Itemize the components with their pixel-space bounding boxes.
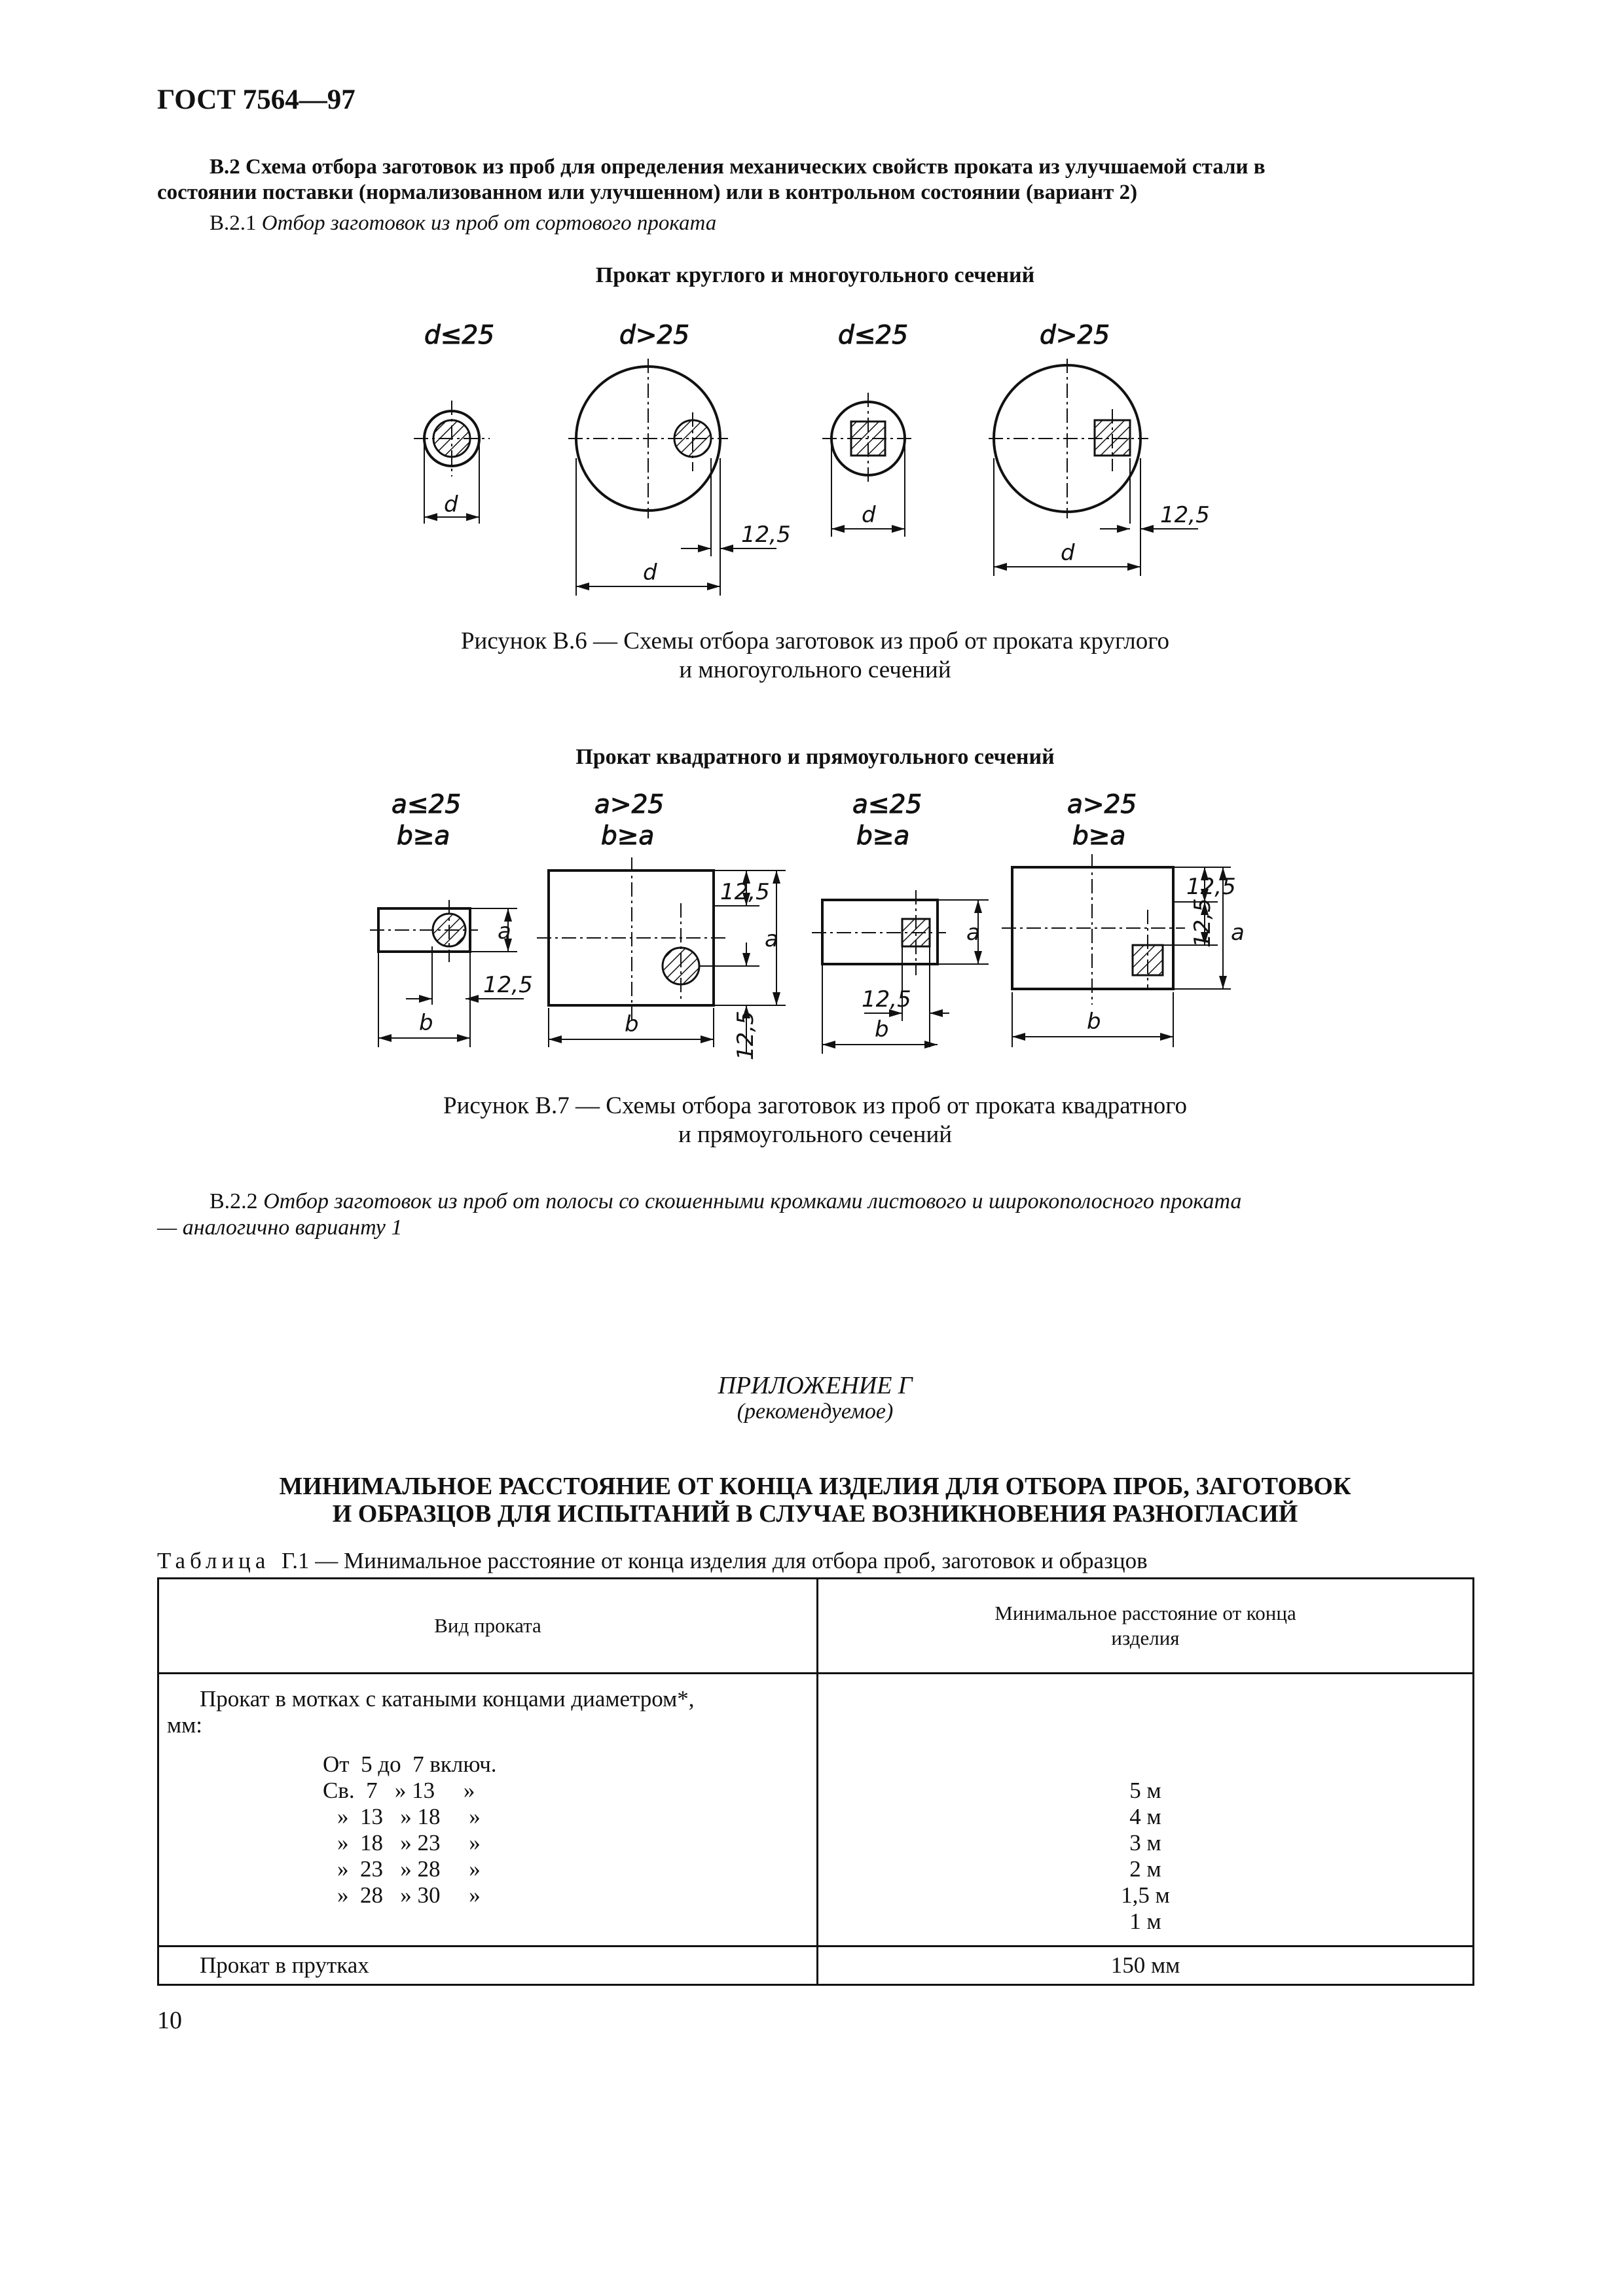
dim-a: a: [966, 920, 980, 946]
fig-b7-rect-big: [537, 790, 786, 1060]
table-cell: 150 мм: [818, 1946, 1474, 1985]
range-label: » 28 » 30 »: [337, 1882, 481, 1908]
label-d-le-25: d≤25: [424, 321, 495, 350]
fig-b7-square-small: [812, 790, 989, 1054]
distance-value: 2 м: [1129, 1856, 1161, 1882]
dim-12-5: 12,5: [1160, 502, 1210, 528]
subsection-title: Отбор заготовок из проб от сортового проката: [261, 211, 717, 235]
distance-value: 1 м: [1129, 1909, 1161, 1934]
appendix-heading-line2: И ОБРАЗЦОВ ДЛЯ ИСПЫТАНИЙ В СЛУЧАЕ ВОЗНИКНОВЕНИЯ РАЗНОГЛАСИЙ: [332, 1500, 1298, 1528]
label-a-le-25: a≤25: [392, 790, 462, 819]
dim-b: b: [1087, 1009, 1101, 1035]
label-d-gt-25: d>25: [619, 321, 690, 350]
label-b-ge-a: b≥a: [397, 821, 450, 851]
dim-12-5: 12,5: [720, 879, 770, 905]
caption-line1: Рисунок В.6 — Схемы отбора заготовок из проб от проката круглого: [460, 628, 1170, 655]
subsection-number: В.2.2: [210, 1189, 258, 1213]
distance-value: 3 м: [1129, 1830, 1161, 1856]
dim-12-5: 12,5: [1186, 874, 1236, 900]
section-b22: [157, 1189, 1473, 1241]
group-label-line1: Прокат в мотках с катаными концами диаметром*,: [200, 1686, 695, 1712]
label-a-gt-25: a>25: [1067, 790, 1137, 819]
dim-12-5: 12,5: [862, 986, 911, 1013]
range-label: От 5 до 7 включ.: [323, 1751, 497, 1777]
technical-drawings: [0, 0, 1623, 1113]
table-cell: [818, 1674, 1474, 1946]
appendix-title: ПРИЛОЖЕНИЕ Г: [718, 1372, 913, 1399]
dim-b: b: [419, 1010, 433, 1036]
table-row: [158, 1946, 1474, 1985]
table-g1: [157, 1577, 1474, 1986]
caption-line1: Рисунок В.7 — Схемы отбора заготовок из проб от проката квадратного: [443, 1092, 1187, 1119]
caption-line2: и прямоугольного сечений: [678, 1121, 953, 1148]
range-label: Св. 7 » 13 »: [323, 1778, 475, 1803]
dim-d: d: [862, 502, 876, 528]
table-cell: [158, 1674, 818, 1946]
document-code: ГОСТ 7564—97: [157, 84, 356, 115]
distance-value: 4 м: [1129, 1804, 1161, 1829]
appendix-status: (рекомендуемое): [737, 1399, 894, 1424]
section-title-line2: состоянии поставки (нормализованном или улучшенном) или в контрольном состоянии (вариант 2): [157, 181, 1138, 204]
label-d-le-25: d≤25: [838, 321, 909, 350]
dim-b: b: [875, 1016, 889, 1043]
table-header-row: [158, 1579, 1474, 1674]
dim-12-5: 12,5: [1190, 898, 1216, 948]
fig-b7-square-big: [1002, 790, 1245, 1047]
section-b22-text-line2: — аналогично варианту 1: [157, 1215, 403, 1240]
table-word: Таблица: [157, 1548, 270, 1573]
appendix-heading: [157, 1473, 1473, 1528]
column-header: Вид проката: [158, 1579, 818, 1674]
fig-b6-round-small: [414, 321, 494, 524]
subsection-number: В.2.1: [210, 211, 257, 235]
fig-b6-round-big: [568, 321, 791, 596]
dim-a: a: [1231, 920, 1245, 946]
section-title-line1: Схема отбора заготовок из проб для определения механических свойств проката из улучшаемой стали в: [246, 155, 1266, 179]
label-a-le-25: a≤25: [852, 790, 922, 819]
label-b-ge-a: b≥a: [601, 821, 655, 851]
dim-a: a: [498, 918, 511, 944]
label-a-gt-25: a>25: [594, 790, 665, 819]
label-b-ge-a: b≥a: [1072, 821, 1126, 851]
section-b22-text-line1: Отбор заготовок из проб от полосы со скошенными кромками листового и широкополосного проката: [263, 1189, 1242, 1213]
table-caption-text: Г.1 — Минимальное расстояние от конца изделия для отбора проб, заготовок и образцов: [281, 1548, 1148, 1573]
table-row: [158, 1674, 1474, 1946]
figure-b6-caption: [157, 627, 1473, 685]
distance-value: 5 м: [1129, 1778, 1161, 1803]
column-header: Минимальное расстояние от конца изделия: [818, 1579, 1474, 1674]
figure-b7-caption: [157, 1092, 1473, 1149]
dim-d: d: [643, 560, 657, 586]
group-label-line2: мм:: [167, 1712, 203, 1738]
section-number: В.2: [210, 155, 240, 179]
dim-d: d: [1061, 540, 1075, 566]
dim-12-5: 12,5: [733, 1011, 759, 1060]
range-label: » 18 » 23 »: [337, 1830, 481, 1856]
figure-b7-heading: Прокат квадратного и прямоугольного сечений: [575, 745, 1055, 769]
dim-d: d: [444, 492, 458, 518]
fig-b6-poly-small: [822, 321, 914, 537]
figure-b6-heading: Прокат круглого и многоугольного сечений: [595, 263, 1035, 287]
dim-b: b: [625, 1011, 639, 1037]
fig-b6-poly-big: [989, 321, 1210, 576]
dim-12-5: 12,5: [483, 972, 533, 998]
dim-a: a: [765, 926, 778, 952]
appendix-heading-line1: МИНИМАЛЬНОЕ РАССТОЯНИЕ ОТ КОНЦА ИЗДЕЛИЯ ДЛЯ ОТБОРА ПРОБ, ЗАГОТОВОК: [279, 1473, 1351, 1500]
distance-value: 1,5 м: [1121, 1882, 1170, 1908]
page-number: 10: [157, 2007, 182, 2034]
label-d-gt-25: d>25: [1040, 321, 1110, 350]
label-b-ge-a: b≥a: [856, 821, 910, 851]
caption-line2: и многоугольного сечений: [679, 656, 951, 683]
range-label: » 13 » 18 »: [337, 1804, 481, 1829]
range-label: » 23 » 28 »: [337, 1856, 481, 1882]
dim-12-5: 12,5: [741, 522, 791, 548]
table-cell: Прокат в прутках: [158, 1946, 818, 1985]
fig-b7-rect-small: [370, 790, 533, 1047]
table-caption: [157, 1548, 1148, 1574]
